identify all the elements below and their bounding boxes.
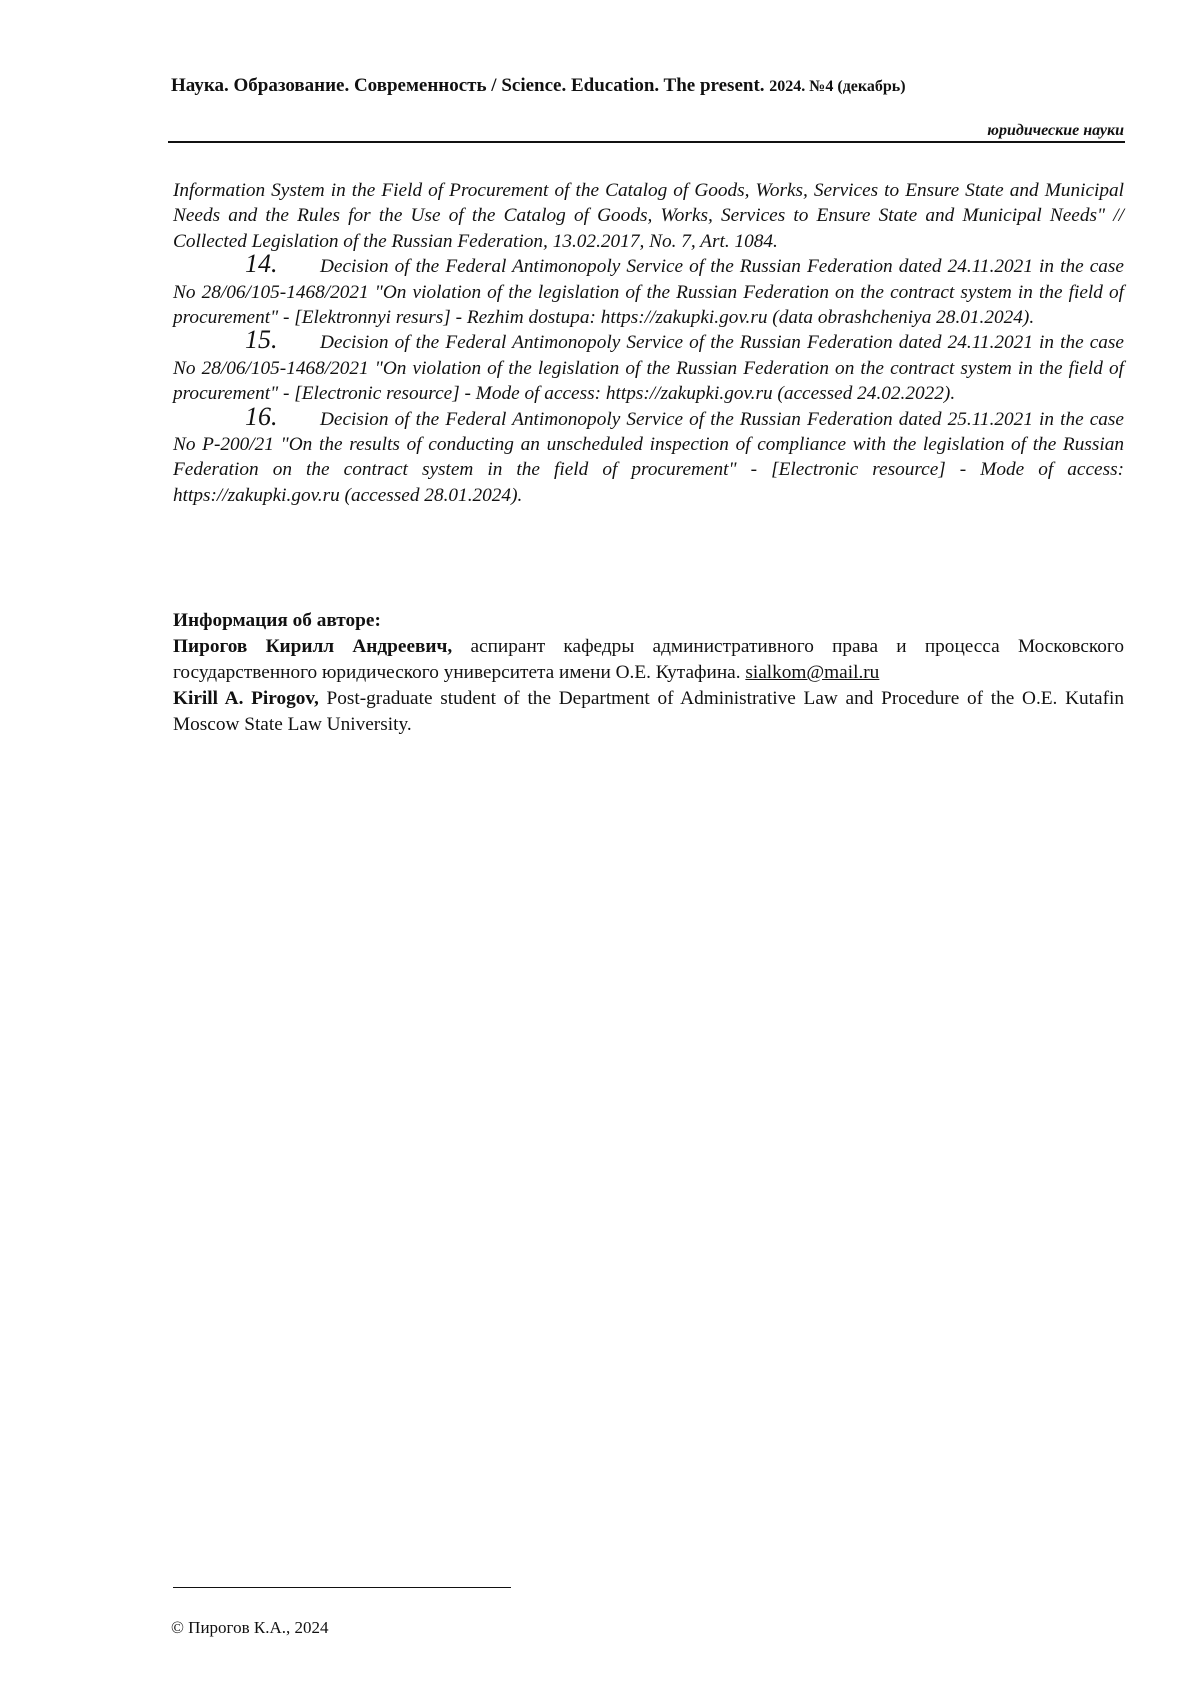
reference-list bbox=[173, 178, 1124, 508]
author-email-link[interactable]: sialkom@mail.ru bbox=[745, 662, 880, 683]
author-ru bbox=[173, 634, 1124, 686]
author-info bbox=[173, 608, 1124, 738]
author-affiliation-ru: аспирант кафедры административного права и процесса Московского государственного юридического университета имени О.Е. Кутафина. bbox=[173, 636, 1124, 683]
reference-item-14 bbox=[173, 249, 1124, 330]
copyright-notice: © Пирогов К.А., 2024 bbox=[171, 1618, 329, 1637]
author-affiliation-en: Post-graduate student of the Department of Administrative Law and Procedure of the O.E. Kutafin Moscow State Law University. bbox=[173, 688, 1124, 735]
reference-number: 15. bbox=[245, 325, 278, 355]
issue-number: 2024. №4 (декабрь) bbox=[769, 78, 906, 95]
reference-text: Decision of the Federal Antimonopoly Service of the Russian Federation dated 25.11.2021 in the case No P-200/21 "On the results of conducting an unscheduled inspection of compliance with the legislation of the Russian Federation on the contract system in the field of procurement" - [Electronic resource] - Mode of access: https://zakupki.gov.ru (accessed 28.01.2024). bbox=[173, 408, 1124, 506]
section-label: юридические науки bbox=[987, 122, 1124, 139]
author-name-en: Kirill A. Pirogov, bbox=[173, 688, 319, 709]
reference-text: Decision of the Federal Antimonopoly Service of the Russian Federation dated 24.11.2021 in the case No 28/06/105-1468/2021 "On violation of the legislation of the Russian Federation on the contract system in the field of procurement" - [Electronic resource] - Mode of access: https://zakupki.gov.ru (accessed 24.02.2022). bbox=[173, 332, 1124, 405]
author-en bbox=[173, 686, 1124, 738]
author-name-ru: Пирогов Кирилл Андреевич, bbox=[173, 636, 453, 657]
reference-number: 16. bbox=[245, 401, 278, 431]
reference-continuation: Information System in the Field of Procurement of the Catalog of Goods, Works, Services to Ensure State and Municipal Needs and the Rules for the Use of the Catalog of Goods, Works, Services to Ensure State and Municipal Needs" // Collected Legislation of the Russian Federation, 13.02.2017, No. 7, Art. 1084. bbox=[173, 180, 1124, 252]
journal-title: Наука. Образование. Современность / Science. Education. The present. bbox=[171, 75, 765, 96]
reference-item-15 bbox=[173, 325, 1124, 406]
header-divider bbox=[168, 141, 1125, 143]
journal-header bbox=[171, 74, 1071, 99]
reference-text: Decision of the Federal Antimonopoly Service of the Russian Federation dated 24.11.2021 in the case No 28/06/105-1468/2021 "On violation of the legislation of the Russian Federation on the contract system in the field of procurement" - [Elektronnyi resurs] - Rezhim dostupa: https://zakupki.gov.ru (data obrashcheniya 28.01.2024). bbox=[173, 256, 1124, 329]
footnote-divider bbox=[173, 1587, 511, 1588]
author-info-heading: Информация об авторе: bbox=[173, 610, 381, 631]
reference-item-16 bbox=[173, 401, 1124, 509]
reference-number: 14. bbox=[245, 249, 278, 279]
